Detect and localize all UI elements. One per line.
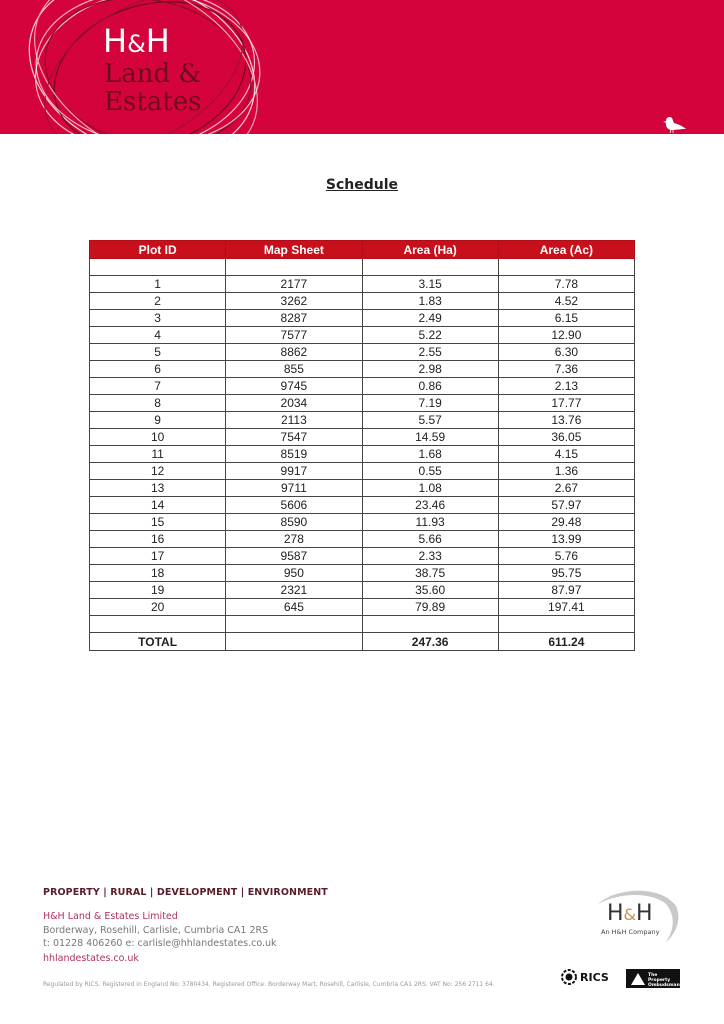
- logo-h-left: H: [103, 22, 128, 60]
- table-cell: [362, 616, 498, 633]
- table-cell-plot-id: 7: [90, 378, 226, 395]
- table-cell-plot-id: 3: [90, 310, 226, 327]
- table-cell: [362, 259, 498, 276]
- table-row: [90, 565, 635, 582]
- table-cell-area-ac: 7.36: [498, 361, 634, 378]
- table-cell-area-ac: 13.76: [498, 412, 634, 429]
- table-cell-plot-id: 19: [90, 582, 226, 599]
- table-cell-map-sheet: 5606: [226, 497, 362, 514]
- table-cell-area-ha: 2.98: [362, 361, 498, 378]
- table-cell-map-sheet: 8590: [226, 514, 362, 531]
- column-header-plot-id: Plot ID: [90, 241, 226, 259]
- footer-website-link[interactable]: hhlandestates.co.uk: [43, 953, 139, 964]
- footer-company-name: H&H Land & Estates Limited: [43, 911, 178, 922]
- table-cell-map-sheet: 278: [226, 531, 362, 548]
- table-cell-map-sheet: 645: [226, 599, 362, 616]
- footer-address: Borderway, Rosehill, Carlisle, Cumbria CA1 2RS: [43, 925, 269, 936]
- table-row: [90, 429, 635, 446]
- table-cell-area-ha: 38.75: [362, 565, 498, 582]
- table-cell-area-ha: 35.60: [362, 582, 498, 599]
- header-banner: [0, 0, 724, 134]
- table-row: [90, 361, 635, 378]
- table-row: [90, 378, 635, 395]
- table-cell-area-ac: 36.05: [498, 429, 634, 446]
- table-cell: [90, 616, 226, 633]
- table-cell-area-ac: 6.30: [498, 344, 634, 361]
- column-header-area-ac: Area (Ac): [498, 241, 634, 259]
- footer-registration: Regulated by RICS. Registered in England No: 3780434. Registered Office: Borderway Mart, Rosehill, Carlisle, Cumbria CA1 2RS. VAT No: 256 2711 64.: [43, 981, 495, 988]
- table-cell-map-sheet: 3262: [226, 293, 362, 310]
- table-cell-area-ac: 197.41: [498, 599, 634, 616]
- table-cell-area-ha: 5.22: [362, 327, 498, 344]
- hh-right: H: [636, 901, 653, 926]
- table-cell-area-ac: 2.67: [498, 480, 634, 497]
- table-row: [90, 531, 635, 548]
- hh-left: H: [607, 901, 624, 926]
- table-cell: [90, 259, 226, 276]
- table-cell-plot-id: 17: [90, 548, 226, 565]
- table-cell-map-sheet: 8519: [226, 446, 362, 463]
- table-row: [90, 327, 635, 344]
- ombudsman-triangle-icon: [628, 969, 648, 988]
- table-cell-area-ha: 11.93: [362, 514, 498, 531]
- table-cell-plot-id: 9: [90, 412, 226, 429]
- table-cell-map-sheet: 950: [226, 565, 362, 582]
- table-row: [90, 582, 635, 599]
- table-spacer-row: [90, 259, 635, 276]
- schedule-table: [89, 240, 635, 651]
- table-cell-map-sheet: 8287: [226, 310, 362, 327]
- table-cell-area-ac: 5.76: [498, 548, 634, 565]
- table-cell-area-ha: 79.89: [362, 599, 498, 616]
- logo-land: Land &: [104, 59, 202, 89]
- table-cell-area-ha: 5.57: [362, 412, 498, 429]
- table-cell-plot-id: 12: [90, 463, 226, 480]
- table-cell-plot-id: 16: [90, 531, 226, 548]
- table-row: [90, 463, 635, 480]
- table-cell-area-ha: 7.19: [362, 395, 498, 412]
- bird-icon: [660, 114, 688, 134]
- table-cell-plot-id: 8: [90, 395, 226, 412]
- table-cell: [226, 616, 362, 633]
- column-header-map-sheet: Map Sheet: [226, 241, 362, 259]
- total-label: TOTAL: [90, 633, 226, 651]
- hh-company-mark: [607, 903, 653, 926]
- table-cell-area-ac: 6.15: [498, 310, 634, 327]
- hh-company-logo: [590, 886, 685, 946]
- table-cell-area-ac: 12.90: [498, 327, 634, 344]
- table-cell-plot-id: 14: [90, 497, 226, 514]
- table-cell-area-ha: 1.08: [362, 480, 498, 497]
- table-row: [90, 293, 635, 310]
- table-cell-area-ha: 1.68: [362, 446, 498, 463]
- table-cell: [226, 259, 362, 276]
- table-cell-area-ha: 2.33: [362, 548, 498, 565]
- table-cell-plot-id: 6: [90, 361, 226, 378]
- total-map-sheet: [226, 633, 362, 651]
- hh-ampersand: &: [623, 905, 637, 924]
- property-ombudsman-logo: [626, 969, 680, 988]
- table-cell-map-sheet: 9711: [226, 480, 362, 497]
- table-row: [90, 497, 635, 514]
- table-row: [90, 480, 635, 497]
- table-cell-map-sheet: 9917: [226, 463, 362, 480]
- table-row: [90, 412, 635, 429]
- table-cell-plot-id: 5: [90, 344, 226, 361]
- table-cell-area-ac: 95.75: [498, 565, 634, 582]
- table-cell-area-ha: 14.59: [362, 429, 498, 446]
- table-cell-area-ha: 1.83: [362, 293, 498, 310]
- footer-service-tags: PROPERTY | RURAL | DEVELOPMENT | ENVIRONMENT: [43, 887, 328, 898]
- logo-hh: [103, 24, 170, 61]
- logo-ampersand: &: [127, 30, 146, 58]
- footer-contact: t: 01228 406260 e: carlisle@hhlandestates.co.uk: [43, 938, 277, 949]
- table-row: [90, 514, 635, 531]
- table-cell-plot-id: 13: [90, 480, 226, 497]
- rics-lion-icon: [560, 968, 578, 986]
- table-row: [90, 548, 635, 565]
- table-row: [90, 599, 635, 616]
- table-cell-area-ac: 2.13: [498, 378, 634, 395]
- table-cell-map-sheet: 7577: [226, 327, 362, 344]
- table-cell-map-sheet: 7547: [226, 429, 362, 446]
- table-cell-area-ac: 29.48: [498, 514, 634, 531]
- table-cell-area-ha: 23.46: [362, 497, 498, 514]
- table-cell-area-ha: 3.15: [362, 276, 498, 293]
- logo-h-right: H: [145, 22, 170, 60]
- table-cell-area-ha: 0.86: [362, 378, 498, 395]
- table-cell-area-ac: 87.97: [498, 582, 634, 599]
- hh-company-subtitle: An H&H Company: [601, 928, 660, 936]
- logo-estates: Estates: [104, 87, 202, 117]
- table-row: [90, 276, 635, 293]
- table-cell-plot-id: 1: [90, 276, 226, 293]
- page-title: Schedule: [325, 177, 399, 193]
- table-cell-plot-id: 4: [90, 327, 226, 344]
- table-cell-plot-id: 2: [90, 293, 226, 310]
- column-header-area-ha: Area (Ha): [362, 241, 498, 259]
- table-cell-map-sheet: 8862: [226, 344, 362, 361]
- table-cell-area-ha: 0.55: [362, 463, 498, 480]
- table-cell-map-sheet: 855: [226, 361, 362, 378]
- rics-logo: [560, 968, 609, 986]
- table-header-row: [90, 241, 635, 259]
- table-cell-map-sheet: 2321: [226, 582, 362, 599]
- table-cell-area-ac: 4.15: [498, 446, 634, 463]
- table-cell-area-ac: 17.77: [498, 395, 634, 412]
- table-cell-plot-id: 11: [90, 446, 226, 463]
- table-cell-map-sheet: 9745: [226, 378, 362, 395]
- total-area-ac: 611.24: [498, 633, 634, 651]
- table-cell-map-sheet: 2177: [226, 276, 362, 293]
- table-cell: [498, 616, 634, 633]
- table-cell-area-ac: 57.97: [498, 497, 634, 514]
- table-cell-area-ac: 1.36: [498, 463, 634, 480]
- table-cell-area-ha: 5.66: [362, 531, 498, 548]
- table-cell-plot-id: 20: [90, 599, 226, 616]
- table-cell-plot-id: 18: [90, 565, 226, 582]
- ombudsman-label: The Property Ombudsman: [648, 973, 680, 988]
- table-row: [90, 395, 635, 412]
- table-cell-map-sheet: 9587: [226, 548, 362, 565]
- table-cell-plot-id: 15: [90, 514, 226, 531]
- table-body: [90, 259, 635, 651]
- table-spacer-row: [90, 616, 635, 633]
- table-cell-area-ha: 2.49: [362, 310, 498, 327]
- table-cell-map-sheet: 2113: [226, 412, 362, 429]
- table-total-row: [90, 633, 635, 651]
- table-cell-area-ac: 7.78: [498, 276, 634, 293]
- table-cell-area-ha: 2.55: [362, 344, 498, 361]
- table-row: [90, 310, 635, 327]
- table-cell-area-ac: 13.99: [498, 531, 634, 548]
- total-area-ha: 247.36: [362, 633, 498, 651]
- table-cell: [498, 259, 634, 276]
- table-row: [90, 446, 635, 463]
- table-cell-map-sheet: 2034: [226, 395, 362, 412]
- rics-label: RICS: [580, 970, 609, 984]
- table-cell-area-ac: 4.52: [498, 293, 634, 310]
- table-row: [90, 344, 635, 361]
- table-cell-plot-id: 10: [90, 429, 226, 446]
